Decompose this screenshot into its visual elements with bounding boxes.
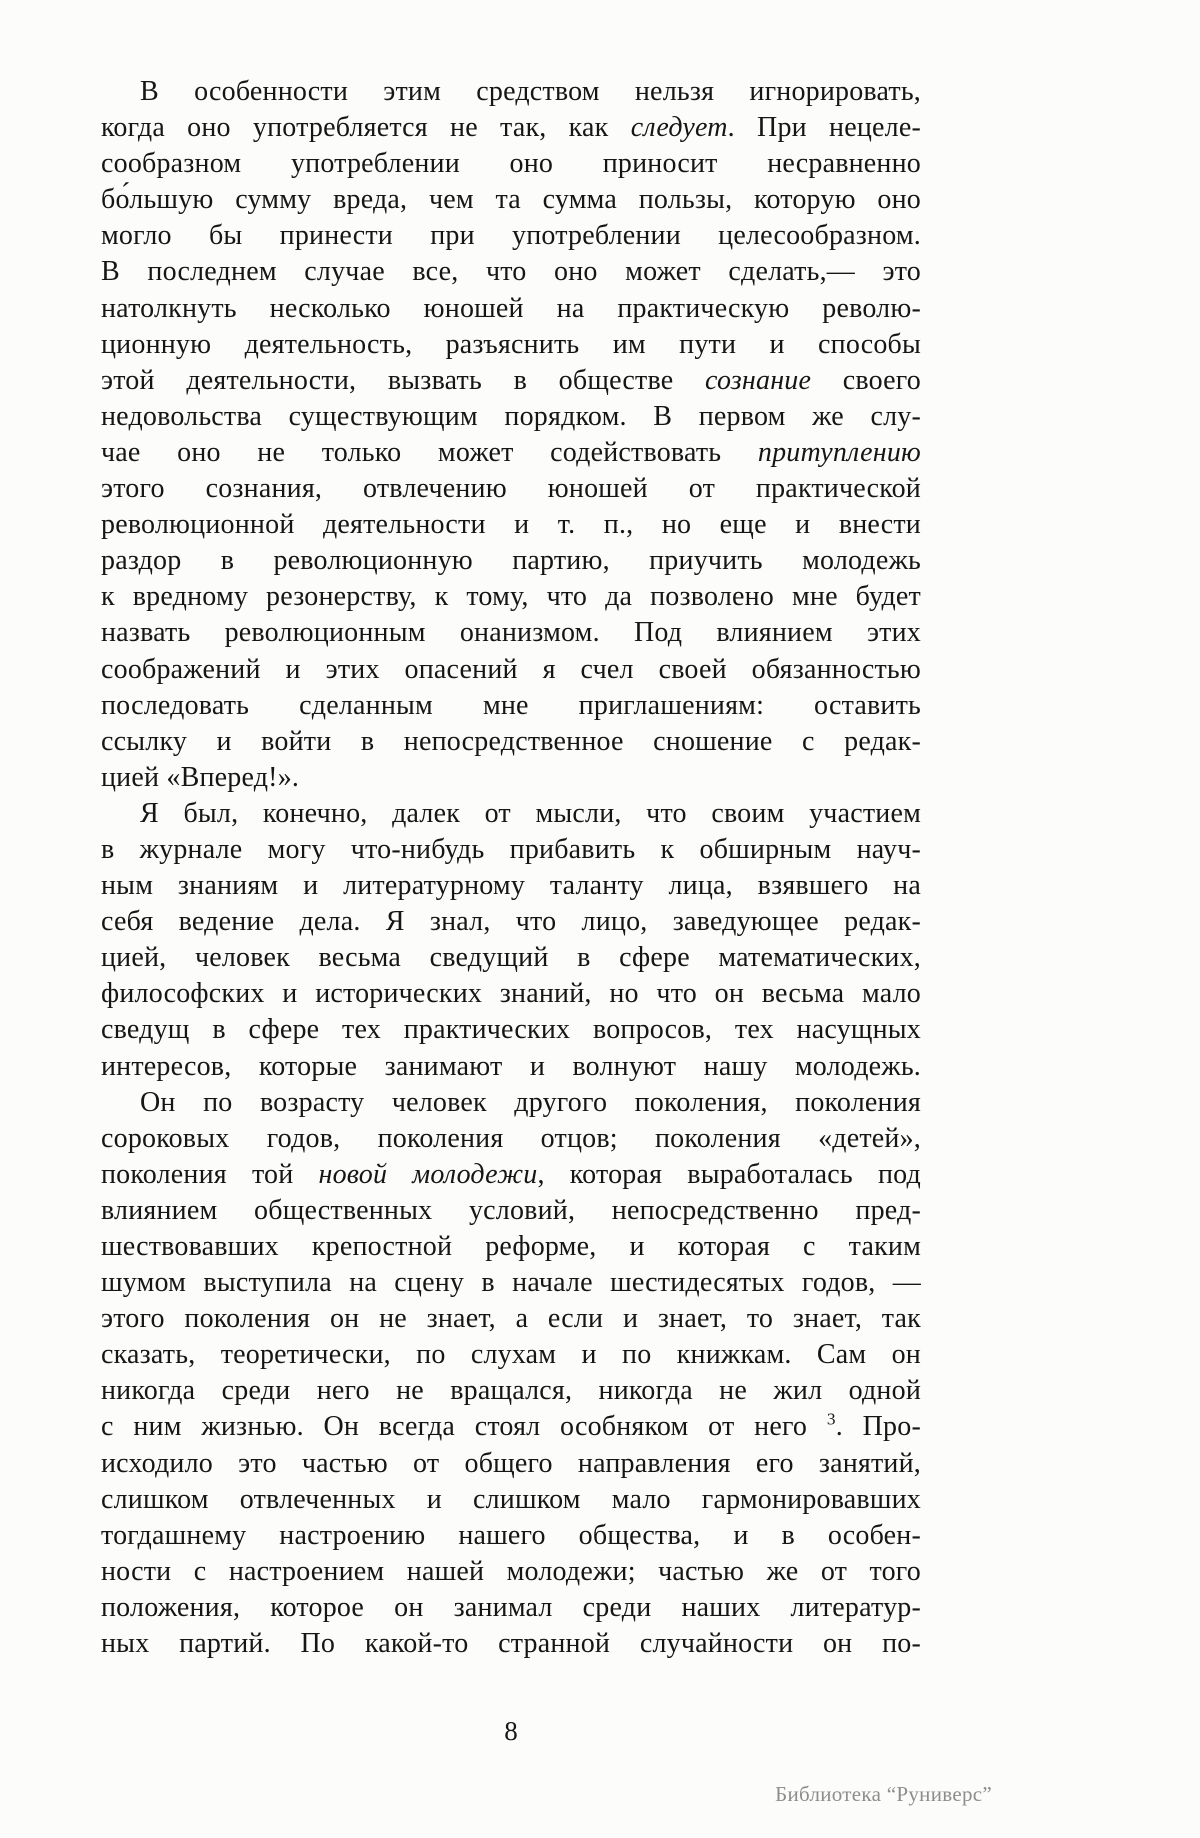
footnote-reference: 3 (826, 1410, 836, 1430)
text-segment: тогдашнему настроению нашего общества, и в особен- (101, 1519, 921, 1551)
text-segment: шумом выступила на сцену в начале шестидесятых годов, — (101, 1267, 921, 1299)
text-segment: Он по возрасту человек другого поколения, поколения (140, 1086, 921, 1118)
text-line (101, 579, 921, 615)
text-block (101, 74, 921, 1662)
text-line (101, 868, 921, 904)
text-segment: натолкнуть несколько юношей на практическую револю- (101, 292, 921, 324)
text-segment: в журнале могу что-нибудь прибавить к обширным науч- (101, 833, 921, 865)
text-segment: революционной деятельности и т. п., но еще и внести (101, 509, 921, 541)
text-segment: сказать, теоретически, по слухам и по книжкам. Сам он (101, 1339, 921, 1371)
text-line (101, 146, 921, 182)
text-segment: себя ведение дела. Я знал, что лицо, заведующее редак- (101, 906, 921, 938)
text-line (101, 940, 921, 976)
text-line (101, 688, 921, 724)
text-segment: цией «Вперед!». (101, 761, 300, 793)
text-line (101, 399, 921, 435)
text-line (101, 218, 921, 254)
text-line (101, 74, 921, 110)
text-segment: когда оно употребляется не так, как (101, 112, 631, 144)
emphasized-text: притуплению (757, 436, 921, 468)
text-segment: влиянием общественных условий, непосредственно пред- (101, 1194, 921, 1226)
page-number: 8 (504, 1716, 518, 1746)
text-segment: с ним жизнью. Он всегда стоял особняком от него (101, 1411, 827, 1443)
text-line (101, 363, 921, 399)
text-segment: сороковых годов, поколения отцов; поколения «детей», (101, 1122, 921, 1154)
text-line (101, 435, 921, 471)
text-segment: соображений и этих опасений я счел своей обязанностью (101, 653, 921, 685)
text-segment: никогда среди него не вращался, никогда не жил одной (101, 1375, 921, 1407)
text-segment: поколения той (101, 1158, 319, 1190)
text-line (101, 1085, 921, 1121)
text-segment: положения, которое он занимал среди наших литератур- (101, 1591, 921, 1623)
text-line (101, 1482, 921, 1518)
text-line (101, 291, 921, 327)
text-segment: чае оно не только может содействовать (101, 436, 758, 468)
text-line (101, 652, 921, 688)
text-line (101, 796, 921, 832)
text-line (101, 1229, 921, 1265)
text-segment: бо́льшую сумму вреда, чем та сумма пользы, которую оно (101, 184, 921, 216)
text-line (101, 471, 921, 507)
text-segment: шествовавших крепостной реформе, и которая с таким (101, 1231, 921, 1262)
text-line (101, 615, 921, 651)
text-segment: Я был, конечно, далек от мысли, что своим участием (140, 797, 921, 829)
text-segment: недовольства существующим порядком. В первом же слу- (101, 400, 921, 432)
text-segment: интересов, которые занимают и волнуют нашу молодежь. (101, 1050, 921, 1082)
text-segment: своего (811, 364, 921, 396)
text-segment: . При нецеле- (727, 112, 922, 144)
text-line (101, 543, 921, 579)
text-segment: цией, человек весьма сведущий в сфере математических, (101, 942, 921, 974)
text-segment: этого поколения он не знает, а если и знает, то знает, так (101, 1303, 921, 1335)
text-line (101, 1012, 921, 1048)
text-line (101, 976, 921, 1012)
text-segment: ным знаниям и литературному таланту лица, взявшего на (101, 870, 921, 902)
text-line (101, 724, 921, 760)
text-segment: ных партий. По какой-то странной случайности он по- (101, 1628, 921, 1660)
text-line (101, 1518, 921, 1554)
text-line (101, 1446, 921, 1482)
text-segment: сообразном употреблении оно приносит несравненно (101, 148, 921, 180)
text-segment: , которая выработалась под (537, 1158, 921, 1190)
text-line (101, 327, 921, 363)
text-segment: слишком отвлеченных и слишком мало гармонировавших (101, 1483, 921, 1515)
text-line (101, 1554, 921, 1590)
emphasized-text: сознание (705, 364, 812, 396)
text-line (101, 1337, 921, 1373)
text-line (101, 1193, 921, 1229)
text-segment: сведущ в сфере тех практических вопросов, тех насущных (101, 1014, 921, 1046)
text-segment: В особенности этим средством нельзя игнорировать, (140, 76, 921, 107)
text-segment: . Про- (835, 1411, 921, 1443)
text-segment: философских и исторических знаний, но что он весьма мало (101, 978, 921, 1010)
library-watermark: Библиотека “Руниверс” (775, 1782, 992, 1806)
text-segment: ности с настроением нашей молодежи; частью же от того (101, 1555, 921, 1587)
text-segment: ционную деятельность, разъяснить им пути и способы (101, 328, 921, 360)
text-segment: назвать революционным онанизмом. Под влиянием этих (101, 617, 921, 649)
text-line (101, 507, 921, 543)
text-segment: могло бы принести при употреблении целесообразном. (101, 220, 921, 252)
text-line (101, 1121, 921, 1157)
text-line (101, 1590, 921, 1626)
text-line (101, 110, 921, 146)
text-segment: исходило это частью от общего направления его занятий, (101, 1447, 921, 1479)
text-segment: В последнем случае все, что оно может сделать,— это (101, 256, 921, 288)
text-segment: этой деятельности, вызвать в обществе (101, 364, 706, 396)
text-line (101, 760, 921, 796)
text-line (101, 1157, 921, 1193)
text-line (101, 1049, 921, 1085)
text-segment: к вредному резонерству, к тому, что да позволено мне будет (101, 581, 921, 613)
text-line (101, 1301, 921, 1337)
emphasized-text: новой молодежи (318, 1158, 538, 1190)
text-segment: раздор в революционную партию, приучить молодежь (101, 545, 921, 577)
emphasized-text: следует (630, 112, 728, 144)
text-line (101, 832, 921, 868)
text-line (101, 1409, 921, 1445)
text-segment: этого сознания, отвлечению юношей от практической (101, 473, 921, 505)
text-segment: ссылку и войти в непосредственное сношение с редак- (101, 725, 921, 757)
text-line (101, 1373, 921, 1409)
text-line (101, 1626, 921, 1662)
text-line (101, 254, 921, 290)
text-line (101, 1265, 921, 1301)
text-line (101, 182, 921, 218)
text-line (101, 904, 921, 940)
text-segment: последовать сделанным мне приглашениям: оставить (101, 689, 921, 721)
